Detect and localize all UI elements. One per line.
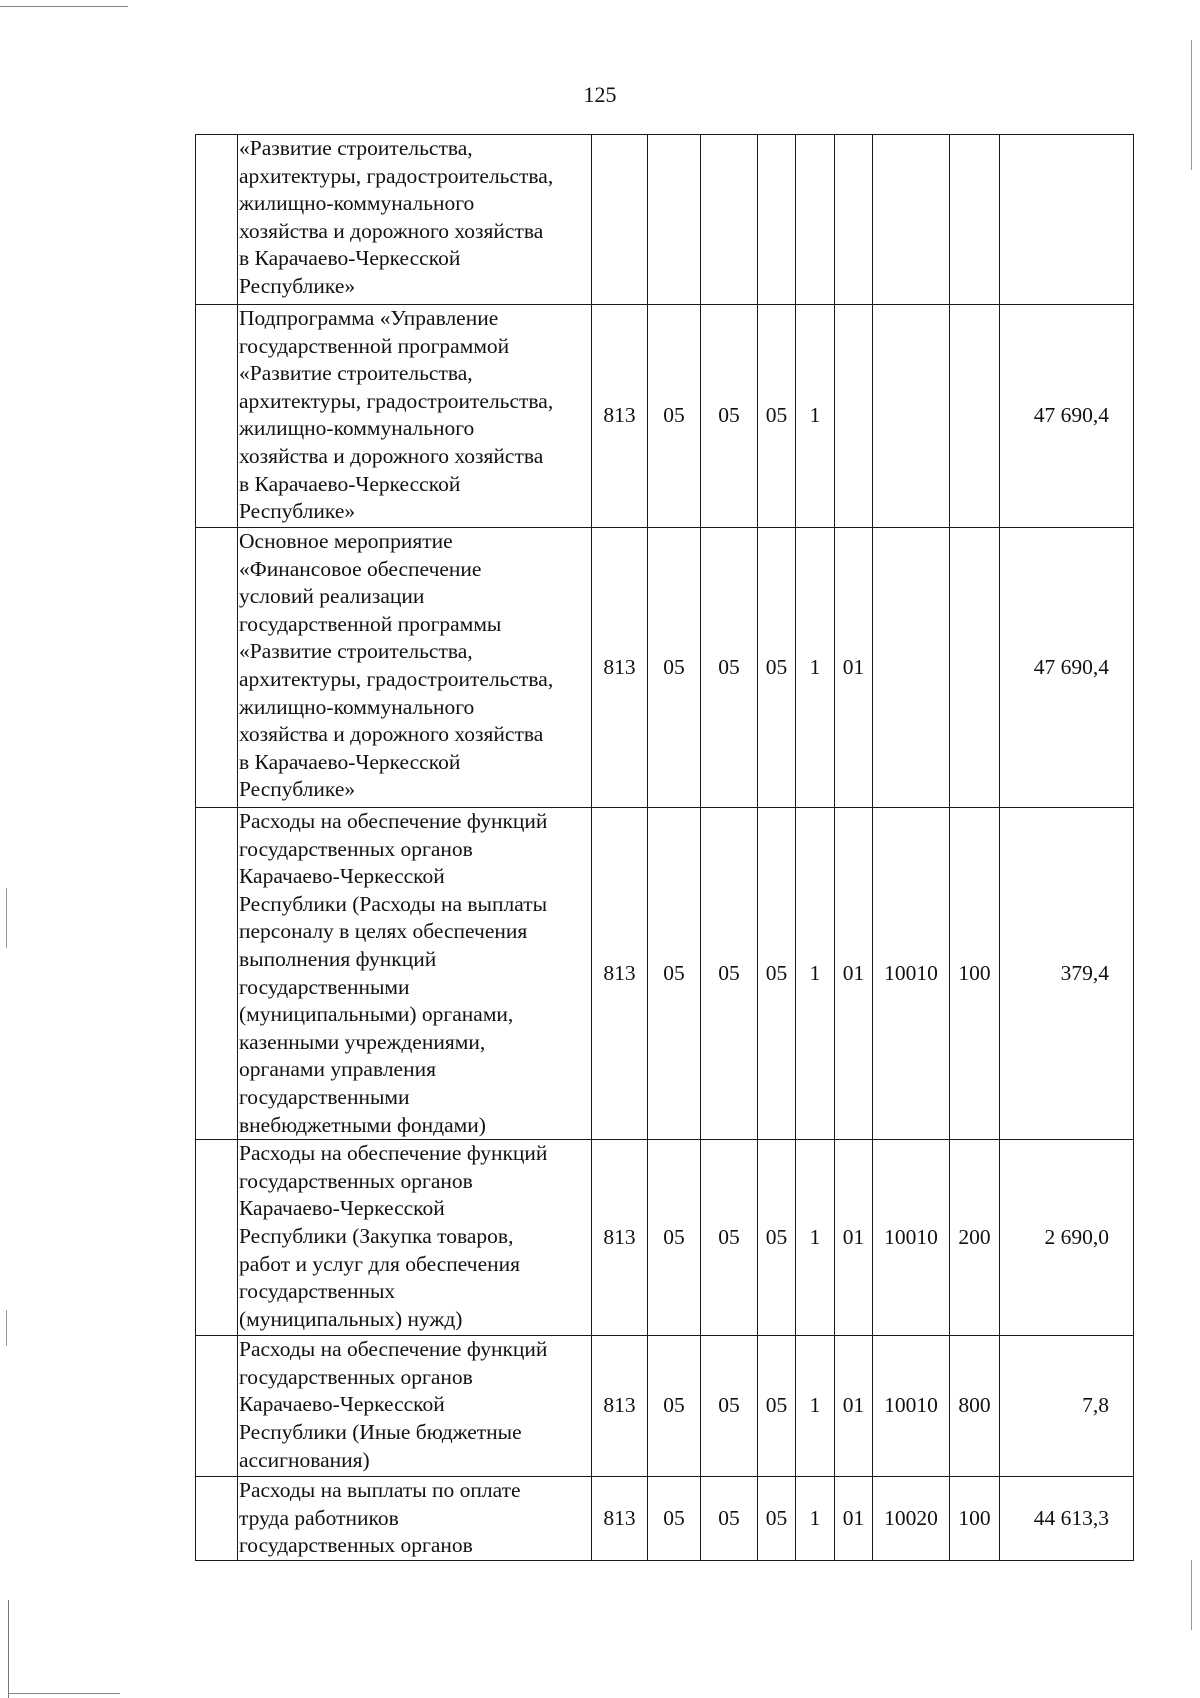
scan-mark-bottom bbox=[8, 1693, 120, 1694]
section-code: 05 bbox=[648, 1477, 701, 1561]
amount: 7,8 bbox=[1000, 1336, 1134, 1477]
amount bbox=[1000, 135, 1134, 305]
item-name: «Развитие строительства, архитектуры, градостроительства, жилищно-коммунального хозяйства и дорожного хозяйства в Карачаево-Черкесской Республике» bbox=[238, 135, 592, 305]
row-index-cell bbox=[196, 1477, 238, 1561]
expense-type-code bbox=[950, 528, 1000, 808]
direction-code: 10020 bbox=[873, 1477, 950, 1561]
measure-code: 01 bbox=[835, 1477, 873, 1561]
subsection-code: 05 bbox=[701, 808, 758, 1140]
table-row bbox=[196, 305, 1134, 528]
table-row bbox=[196, 808, 1134, 1140]
amount: 47 690,4 bbox=[1000, 528, 1134, 808]
subsection-code: 05 bbox=[701, 305, 758, 528]
measure-code: 01 bbox=[835, 1336, 873, 1477]
program-code bbox=[758, 135, 796, 305]
item-name: Подпрограмма «Управление государственной программой «Развитие строительства, архитектуры, градостроительства, жилищно-коммунального хозяйства и дорожного хозяйства в Карачаево-Черкесской Республике» bbox=[238, 305, 592, 528]
subprogram-code: 1 bbox=[796, 1140, 835, 1336]
table-row bbox=[196, 1477, 1134, 1561]
subprogram-code: 1 bbox=[796, 528, 835, 808]
scan-mark-right-2 bbox=[1191, 1560, 1192, 1630]
subsection-code: 05 bbox=[701, 528, 758, 808]
program-code: 05 bbox=[758, 1336, 796, 1477]
direction-code bbox=[873, 135, 950, 305]
direction-code: 10010 bbox=[873, 808, 950, 1140]
expense-type-code: 200 bbox=[950, 1140, 1000, 1336]
item-name: Расходы на обеспечение функций государственных органов Карачаево-Черкесской Республики (Иные бюджетные ассигнования) bbox=[238, 1336, 592, 1477]
amount: 379,4 bbox=[1000, 808, 1134, 1140]
program-code: 05 bbox=[758, 1477, 796, 1561]
measure-code: 01 bbox=[835, 1140, 873, 1336]
section-code: 05 bbox=[648, 1336, 701, 1477]
measure-code: 01 bbox=[835, 808, 873, 1140]
expense-type-code: 100 bbox=[950, 1477, 1000, 1561]
program-code: 05 bbox=[758, 528, 796, 808]
item-name: Основное мероприятие «Финансовое обеспечение условий реализации государственной программы «Развитие строительства, архитектуры, градостроительства, жилищно-коммунального хозяйства и дорожного хозяйства в Карачаево-Черкесской Республике» bbox=[238, 528, 592, 808]
scan-mark-top-left bbox=[0, 6, 128, 7]
subprogram-code bbox=[796, 135, 835, 305]
section-code: 05 bbox=[648, 808, 701, 1140]
program-code: 05 bbox=[758, 1140, 796, 1336]
row-index-cell bbox=[196, 1140, 238, 1336]
program-code: 05 bbox=[758, 305, 796, 528]
row-index-cell bbox=[196, 528, 238, 808]
ministry-code bbox=[592, 135, 648, 305]
measure-code: 01 bbox=[835, 528, 873, 808]
section-code: 05 bbox=[648, 1140, 701, 1336]
item-name: Расходы на выплаты по оплате труда работников государственных органов bbox=[238, 1477, 592, 1561]
ministry-code: 813 bbox=[592, 305, 648, 528]
measure-code bbox=[835, 305, 873, 528]
ministry-code: 813 bbox=[592, 808, 648, 1140]
ministry-code: 813 bbox=[592, 1477, 648, 1561]
row-index-cell bbox=[196, 808, 238, 1140]
table-row bbox=[196, 1336, 1134, 1477]
row-index-cell bbox=[196, 305, 238, 528]
expense-type-code: 100 bbox=[950, 808, 1000, 1140]
subsection-code bbox=[701, 135, 758, 305]
direction-code: 10010 bbox=[873, 1336, 950, 1477]
direction-code: 10010 bbox=[873, 1140, 950, 1336]
ministry-code: 813 bbox=[592, 1140, 648, 1336]
scan-mark-bottom-left bbox=[8, 1600, 9, 1698]
item-name: Расходы на обеспечение функций государственных органов Карачаево-Черкесской Республики (Расходы на выплаты персоналу в целях обеспечения выполнения функций государственными (муниципальными) органами, казенными учреждениями, органами управления государственными внебюджетными фондами) bbox=[238, 808, 592, 1140]
direction-code bbox=[873, 528, 950, 808]
subsection-code: 05 bbox=[701, 1140, 758, 1336]
ministry-code: 813 bbox=[592, 1336, 648, 1477]
direction-code bbox=[873, 305, 950, 528]
row-index-cell bbox=[196, 135, 238, 305]
subprogram-code: 1 bbox=[796, 305, 835, 528]
expense-type-code: 800 bbox=[950, 1336, 1000, 1477]
expense-type-code bbox=[950, 305, 1000, 528]
section-code bbox=[648, 135, 701, 305]
program-code: 05 bbox=[758, 808, 796, 1140]
measure-code bbox=[835, 135, 873, 305]
subprogram-code: 1 bbox=[796, 1477, 835, 1561]
amount: 44 613,3 bbox=[1000, 1477, 1134, 1561]
scan-mark-right bbox=[1191, 40, 1192, 170]
table-row bbox=[196, 528, 1134, 808]
table-row bbox=[196, 1140, 1134, 1336]
item-name: Расходы на обеспечение функций государственных органов Карачаево-Черкесской Республики (Закупка товаров, работ и услуг для обеспечения государственных (муниципальных) нужд) bbox=[238, 1140, 592, 1336]
scan-mark-left-2 bbox=[6, 1310, 7, 1346]
subprogram-code: 1 bbox=[796, 808, 835, 1140]
row-index-cell bbox=[196, 1336, 238, 1477]
budget-table bbox=[195, 134, 1134, 1561]
expense-type-code bbox=[950, 135, 1000, 305]
amount: 2 690,0 bbox=[1000, 1140, 1134, 1336]
scan-mark-left bbox=[6, 888, 7, 948]
subsection-code: 05 bbox=[701, 1336, 758, 1477]
subsection-code: 05 bbox=[701, 1477, 758, 1561]
ministry-code: 813 bbox=[592, 528, 648, 808]
page-number: 125 bbox=[583, 82, 617, 107]
section-code: 05 bbox=[648, 305, 701, 528]
subprogram-code: 1 bbox=[796, 1336, 835, 1477]
table-row bbox=[196, 135, 1134, 305]
amount: 47 690,4 bbox=[1000, 305, 1134, 528]
section-code: 05 bbox=[648, 528, 701, 808]
